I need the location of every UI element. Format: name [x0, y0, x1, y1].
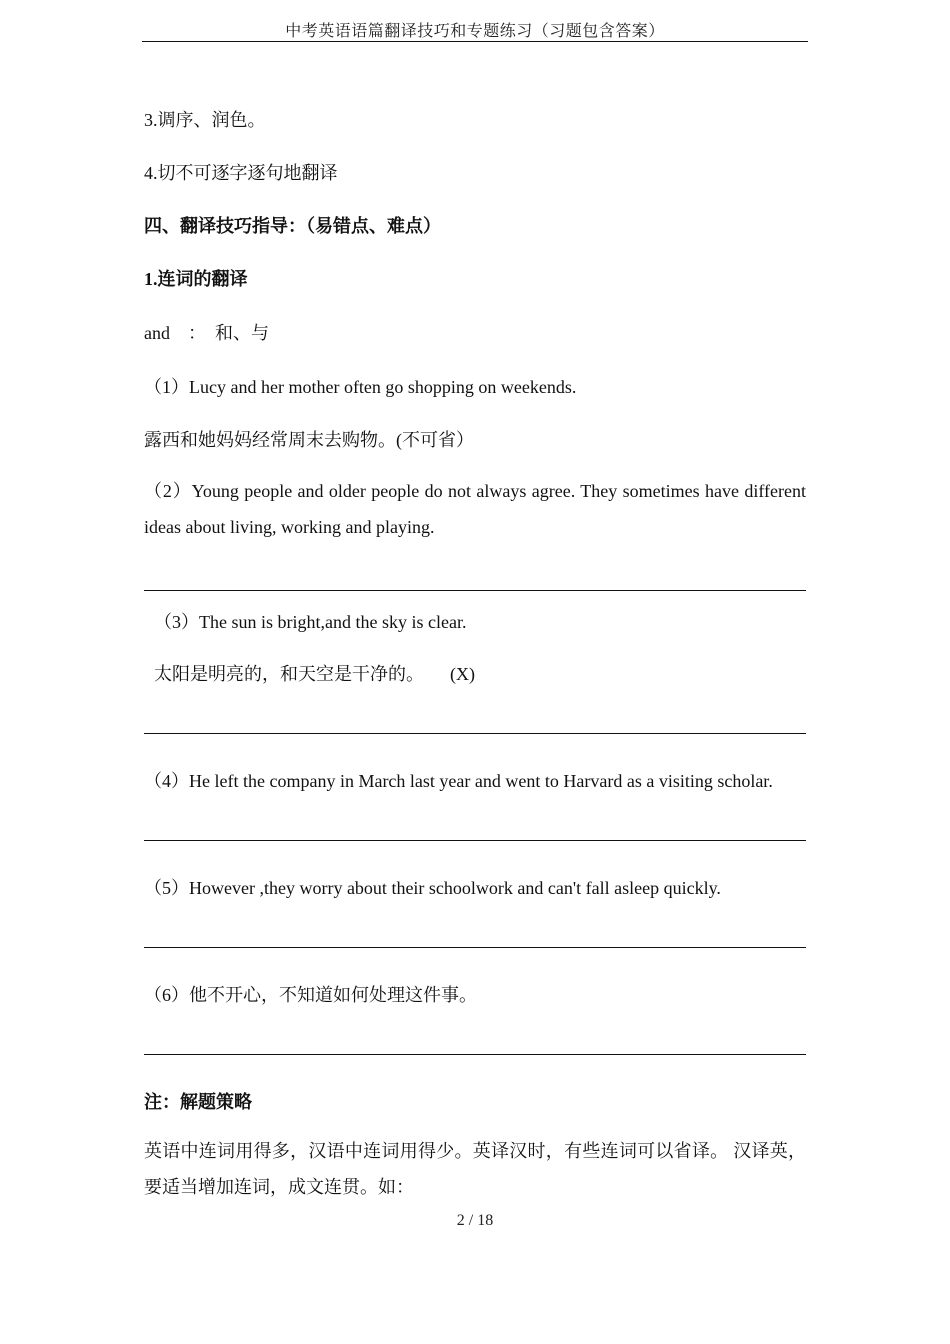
note-text: 英语中连词用得多，汉语中连词用得少。英译汉时，有些连词可以省译。 汉译英，要适当增加连词，成文连贯。如： — [144, 1141, 806, 1197]
note-heading: 注：解题策略 — [144, 1092, 252, 1112]
answer-line-3 — [144, 733, 806, 734]
example-3-chinese-text: 太阳是明亮的，和天空是干净的。 — [154, 664, 424, 684]
header-rule — [142, 41, 808, 42]
answer-line-5 — [144, 947, 806, 948]
example-1-english: （1）Lucy and her mother often go shopping on weekends. — [144, 377, 577, 397]
answer-line-4 — [144, 840, 806, 841]
answer-line-2 — [144, 590, 806, 591]
list-item-4: 4.切不可逐字逐句地翻译 — [144, 163, 338, 183]
subheading: 1.连词的翻译 — [144, 269, 248, 289]
example-4-english: （4）He left the company in March last year and went to Harvard as a visiting scholar. — [144, 771, 773, 791]
example-6-chinese: （6）他不开心，不知道如何处理这件事。 — [144, 985, 477, 1005]
incorrect-mark: (X) — [450, 664, 475, 684]
example-1-chinese: 露西和她妈妈经常周末去购物。(不可省） — [144, 430, 474, 450]
example-3-english: （3）The sun is bright,and the sky is clear. — [154, 612, 467, 632]
section-heading: 四、翻译技巧指导：（易错点、难点） — [144, 216, 441, 236]
list-item-3: 3.调序、润色。 — [144, 110, 266, 130]
example-2-english: （2）Young people and older people do not always agree. They sometimes have different ideas about living, working and playing. — [144, 481, 806, 537]
example-3-chinese — [154, 660, 475, 686]
example-5-english: （5）However ,they worry about their schoolwork and can't fall asleep quickly. — [144, 878, 721, 898]
answer-line-6 — [144, 1054, 806, 1055]
page-number: 2 / 18 — [456, 1212, 494, 1229]
and-translation: and ： 和、与 — [144, 323, 269, 343]
document-header: 中考英语语篇翻译技巧和专题练习（习题包含答案） — [285, 23, 665, 40]
